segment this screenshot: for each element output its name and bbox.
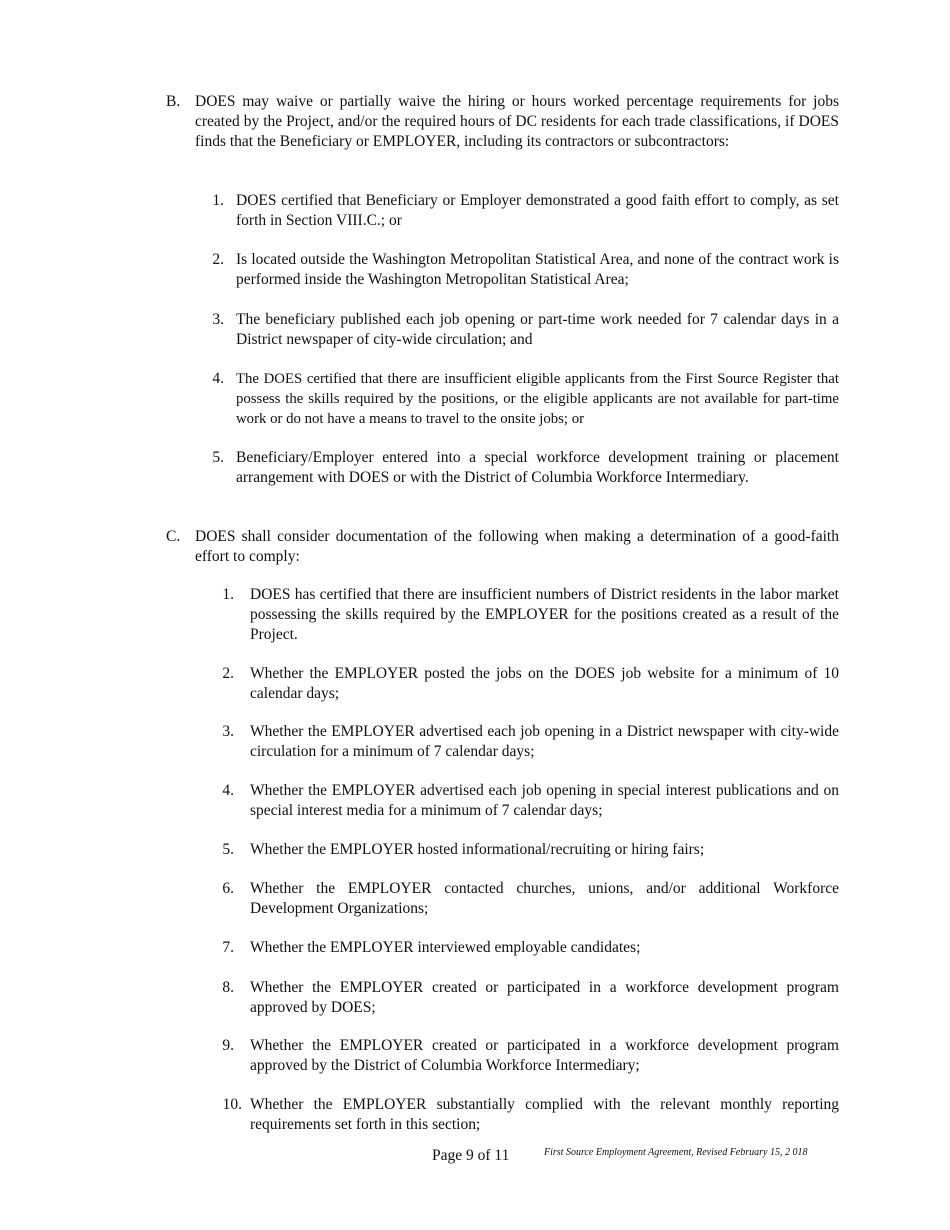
section-c-item-1-text: DOES has certified that there are insufficient numbers of District residents in the labor market possessing the skills required by the EMPLOYER for the positions created as a result of the Project.	[250, 586, 839, 643]
section-b-item-4	[208, 369, 839, 429]
section-c-item-3-text: Whether the EMPLOYER advertised each job opening in a District newspaper with city-wide circulation for a minimum of 7 calendar days;	[250, 723, 839, 760]
page-number: Page 9 of 11	[432, 1147, 510, 1164]
section-c-text: DOES shall consider documentation of the following when making a determination of a good-faith effort to comply:	[195, 528, 839, 565]
section-c-item-10-text: Whether the EMPLOYER substantially complied with the relevant monthly reporting requirements set forth in this section;	[250, 1096, 839, 1133]
section-c-item-2	[216, 664, 839, 704]
section-c-item-5	[216, 840, 839, 860]
section-c-item-10	[216, 1095, 839, 1135]
section-b-letter: B.	[166, 93, 181, 110]
section-b-item-1	[208, 191, 839, 231]
section-b-item-3-number: 3.	[212, 311, 224, 328]
section-c-item-3	[216, 722, 839, 762]
section-c-letter: C.	[166, 528, 181, 545]
section-c-item-8-number: 8.	[222, 979, 234, 996]
section-b-item-4-text: The DOES certified that there are insufficient eligible applicants from the First Source Register that possess the skills required by the positions, or the eligible applicants are not available for part-time work or do not have a means to travel to the onsite jobs; or	[236, 371, 839, 427]
section-b	[166, 92, 839, 152]
section-b-item-2	[208, 250, 839, 290]
section-b-item-5-number: 5.	[212, 449, 224, 466]
section-c-item-1-number: 1.	[222, 586, 234, 603]
section-c-item-3-number: 3.	[222, 723, 234, 740]
section-c-item-1	[216, 585, 839, 645]
section-c-item-4-number: 4.	[222, 782, 234, 799]
section-b-item-4-number: 4.	[212, 370, 224, 387]
section-b-item-5-text: Beneficiary/Employer entered into a special workforce development training or placement arrangement with DOES or with the District of Columbia Workforce Intermediary.	[236, 449, 839, 486]
section-c-item-7-text: Whether the EMPLOYER interviewed employable candidates;	[250, 939, 641, 956]
section-c-item-4-text: Whether the EMPLOYER advertised each job opening in special interest publications and on special interest media for a minimum of 7 calendar days;	[250, 782, 839, 819]
section-c	[166, 527, 839, 567]
section-c-item-8	[216, 978, 839, 1018]
section-c-item-7-number: 7.	[222, 939, 234, 956]
section-c-item-2-text: Whether the EMPLOYER posted the jobs on the DOES job website for a minimum of 10 calendar days;	[250, 665, 839, 702]
section-b-item-5	[208, 448, 839, 488]
section-c-item-9-text: Whether the EMPLOYER created or participated in a workforce development program approved by the District of Columbia Workforce Intermediary;	[250, 1037, 839, 1074]
section-b-item-2-number: 2.	[212, 251, 224, 268]
section-c-item-10-number: 10.	[222, 1096, 242, 1113]
footer-note: First Source Employment Agreement, Revised February 15, 2 018	[544, 1147, 808, 1158]
section-b-item-1-text: DOES certified that Beneficiary or Employer demonstrated a good faith effort to comply, as set forth in Section VIII.C.; or	[236, 192, 839, 229]
section-b-item-1-number: 1.	[212, 192, 224, 209]
section-b-item-2-text: Is located outside the Washington Metropolitan Statistical Area, and none of the contract work is performed inside the Washington Metropolitan Statistical Area;	[236, 251, 839, 288]
section-c-item-9-number: 9.	[222, 1037, 234, 1054]
section-b-text: DOES may waive or partially waive the hiring or hours worked percentage requirements for jobs created by the Project, and/or the required hours of DC residents for each trade classifications, if DOES finds that the Beneficiary or EMPLOYER, including its contractors or subcontractors:	[195, 93, 839, 150]
section-c-item-6	[216, 879, 839, 919]
section-c-item-4	[216, 781, 839, 821]
section-b-item-3	[208, 310, 839, 350]
section-c-item-5-text: Whether the EMPLOYER hosted informational/recruiting or hiring fairs;	[250, 841, 705, 858]
section-c-item-5-number: 5.	[222, 841, 234, 858]
section-b-item-3-text: The beneficiary published each job opening or part-time work needed for 7 calendar days in a District newspaper of city-wide circulation; and	[236, 311, 839, 348]
section-c-item-9	[216, 1036, 839, 1076]
section-c-item-8-text: Whether the EMPLOYER created or participated in a workforce development program approved by DOES;	[250, 979, 839, 1016]
section-c-item-7	[216, 938, 839, 958]
section-c-item-6-number: 6.	[222, 880, 234, 897]
section-c-item-6-text: Whether the EMPLOYER contacted churches, unions, and/or additional Workforce Development Organizations;	[250, 880, 839, 917]
section-c-item-2-number: 2.	[222, 665, 234, 682]
